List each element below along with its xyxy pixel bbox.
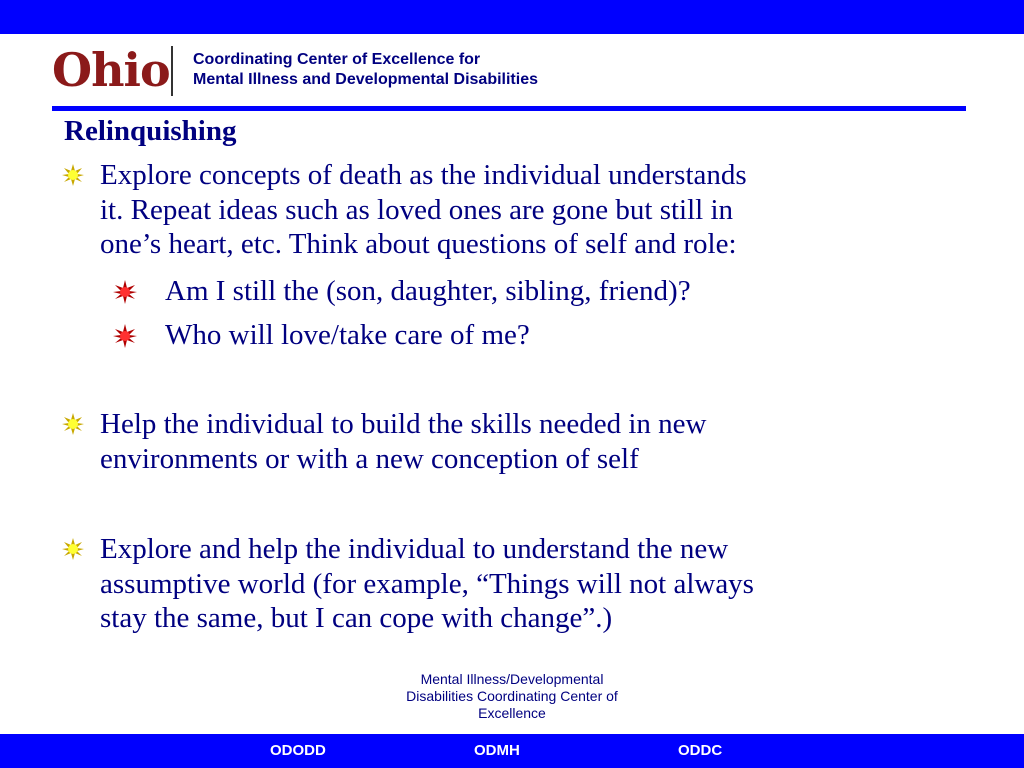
slide-title: Relinquishing	[64, 115, 237, 147]
red-sunburst-icon	[113, 324, 137, 348]
yellow-sunburst-icon	[62, 538, 84, 560]
yellow-sunburst-icon	[62, 164, 84, 186]
bullet-3-line-2: assumptive world (for example, “Things will not always	[100, 567, 754, 600]
bullet-1-line-1: Explore concepts of death as the individual understands	[100, 159, 747, 191]
logo-divider	[171, 46, 173, 96]
org-title-line1: Coordinating Center of Excellence for	[193, 51, 481, 68]
bullet-1-line-2: it. Repeat ideas such as loved ones are gone but still in	[100, 193, 734, 226]
red-sunburst-icon	[113, 280, 137, 304]
bullet-2-line-1: Help the individual to build the skills needed in new	[100, 408, 707, 440]
bullet-3-line-3: stay the same, but I can cope with change”.)	[100, 602, 613, 634]
footer-note	[372, 671, 652, 722]
footer-label-odmh: ODMH	[474, 742, 520, 759]
logo-text: Ohio	[52, 43, 170, 97]
header-rule	[52, 106, 966, 111]
bullet-3-line-1: Explore and help the individual to understand the new	[100, 533, 729, 565]
org-title-line2: Mental Illness and Developmental Disabilities	[193, 71, 538, 88]
bullet-2-line-2: environments or with a new conception of self	[100, 442, 639, 475]
sub-bullet-2: Who will love/take care of me?	[165, 319, 530, 351]
bullet-3	[100, 532, 754, 636]
ohio-logo	[52, 44, 170, 96]
footer-label-oddc: ODDC	[678, 742, 723, 759]
top-bar	[0, 0, 1024, 34]
footer-label-ododd: ODODD	[270, 742, 326, 759]
sub-bullet-1: Am I still the (son, daughter, sibling, friend)?	[165, 275, 691, 307]
footer-note-line1: Mental Illness/Developmental	[420, 671, 604, 687]
bullet-1	[100, 158, 747, 262]
bullet-1-line-3: one’s heart, etc. Think about questions of self and role:	[100, 228, 737, 260]
footer-note-line3: Excellence	[478, 705, 546, 721]
org-title	[193, 50, 538, 90]
footer-note-line2: Disabilities Coordinating Center of	[406, 688, 618, 704]
bullet-2	[100, 407, 706, 476]
yellow-sunburst-icon	[62, 413, 84, 435]
